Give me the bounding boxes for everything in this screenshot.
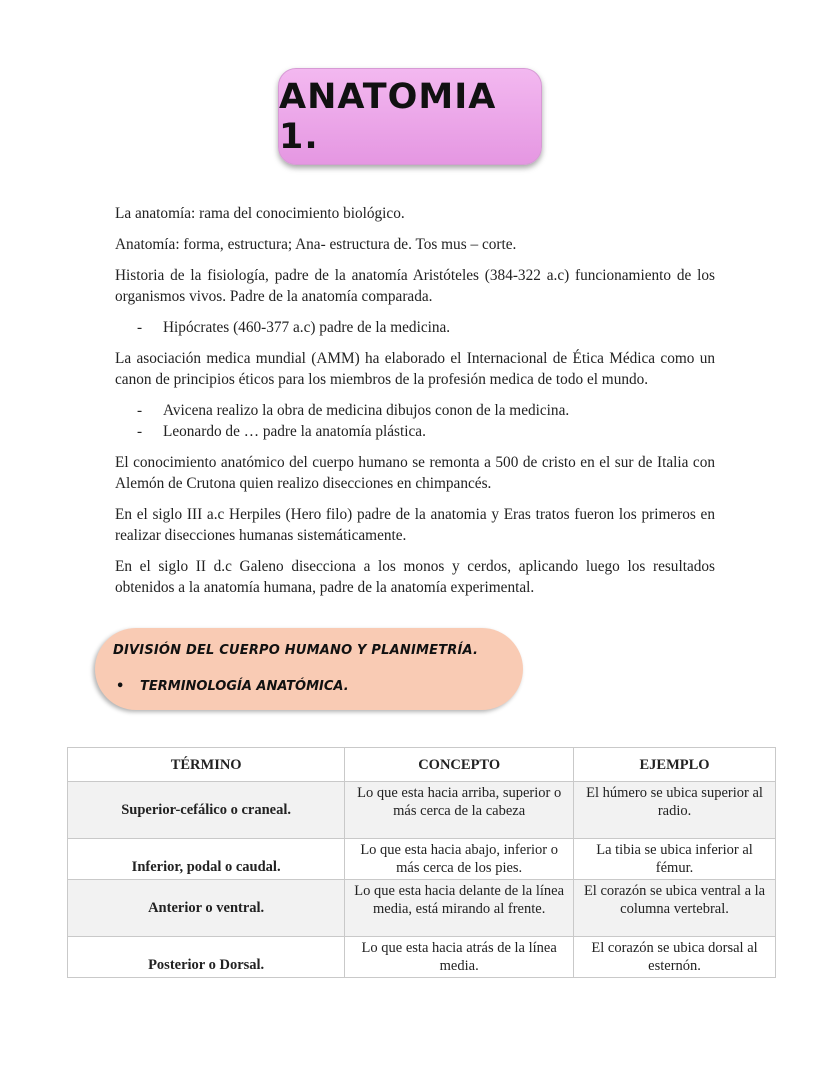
list-item-text: Hipócrates (460-377 a.c) padre de la medicina. [163, 319, 451, 336]
section-title: DIVISIÓN DEL CUERPO HUMANO Y PLANIMETRÍA. [113, 643, 479, 658]
paragraph: La asociación medica mundial (AMM) ha elaborado el Internacional de Ética Médica como un canon de principios éticos para los miembros de la profesión medica de todo el mundo. [115, 350, 715, 388]
title-banner [278, 68, 542, 165]
term-cell: Superior-cefálico o craneal. [68, 782, 345, 839]
paragraph: La anatomía: rama del conocimiento biológico. [115, 205, 405, 222]
bullet-list [115, 317, 715, 338]
paragraph: Historia de la fisiología, padre de la anatomía Aristóteles (384-322 a.c) funcionamiento de los organismos vivos. Padre de la anatomía comparada. [115, 267, 715, 305]
term-cell: Anterior o ventral. [68, 880, 345, 937]
concept-cell: Lo que esta hacia atrás de la línea media. [345, 937, 574, 978]
list-item [115, 421, 715, 442]
table-header-row [68, 748, 776, 782]
table-row [68, 880, 776, 937]
paragraph: Anatomía: forma, estructura; Ana- estructura de. Tos mus – corte. [115, 236, 517, 253]
example-cell: La tibia se ubica inferior al fémur. [574, 839, 776, 880]
paragraph: El conocimiento anatómico del cuerpo humano se remonta a 500 de cristo en el sur de Italia con Alemón de Crutona quien realizo disecciones en chimpancés. [115, 454, 715, 492]
example-cell: El corazón se ubica dorsal al esternón. [574, 937, 776, 978]
example-cell: El húmero se ubica superior al radio. [574, 782, 776, 839]
term-cell: Posterior o Dorsal. [68, 937, 345, 978]
header-term: TÉRMINO [68, 748, 345, 782]
header-concept: CONCEPTO [345, 748, 574, 782]
document-body [115, 203, 715, 608]
bullet-list [115, 400, 715, 442]
section-subtitle [116, 679, 349, 694]
table-row [68, 782, 776, 839]
page-title: ANATOMIA 1. [279, 76, 497, 157]
concept-cell: Lo que esta hacia arriba, superior o más cerca de la cabeza [345, 782, 574, 839]
list-item-text: Avicena realizo la obra de medicina dibujos conon de la medicina. [163, 402, 570, 419]
paragraph: En el siglo III a.c Herpiles (Hero filo) padre de la anatomia y Eras tratos fueron los primeros en realizar disecciones humanas sistemáticamente. [115, 506, 715, 544]
table-row [68, 839, 776, 880]
dash-bullet: - [137, 319, 143, 336]
list-item [115, 400, 715, 421]
dash-bullet: - [137, 423, 143, 440]
table-row [68, 937, 776, 978]
section-subtitle-text: TERMINOLOGÍA ANATÓMICA. [140, 679, 349, 694]
term-cell: Inferior, podal o caudal. [68, 839, 345, 880]
list-item-text: Leonardo de … padre la anatomía plástica. [163, 423, 426, 440]
section-banner [95, 628, 523, 710]
list-item [115, 317, 715, 338]
paragraph: En el siglo II d.c Galeno disecciona a los monos y cerdos, aplicando luego los resultados obtenidos a la anatomía humana, padre de la anatomía experimental. [115, 558, 715, 596]
header-example: EJEMPLO [574, 748, 776, 782]
concept-cell: Lo que esta hacia abajo, inferior o más cerca de los pies. [345, 839, 574, 880]
terminology-table [67, 747, 776, 978]
concept-cell: Lo que esta hacia delante de la línea media, está mirando al frente. [345, 880, 574, 937]
bullet-dot: • [116, 679, 125, 694]
example-cell: El corazón se ubica ventral a la columna vertebral. [574, 880, 776, 937]
dash-bullet: - [137, 402, 143, 419]
